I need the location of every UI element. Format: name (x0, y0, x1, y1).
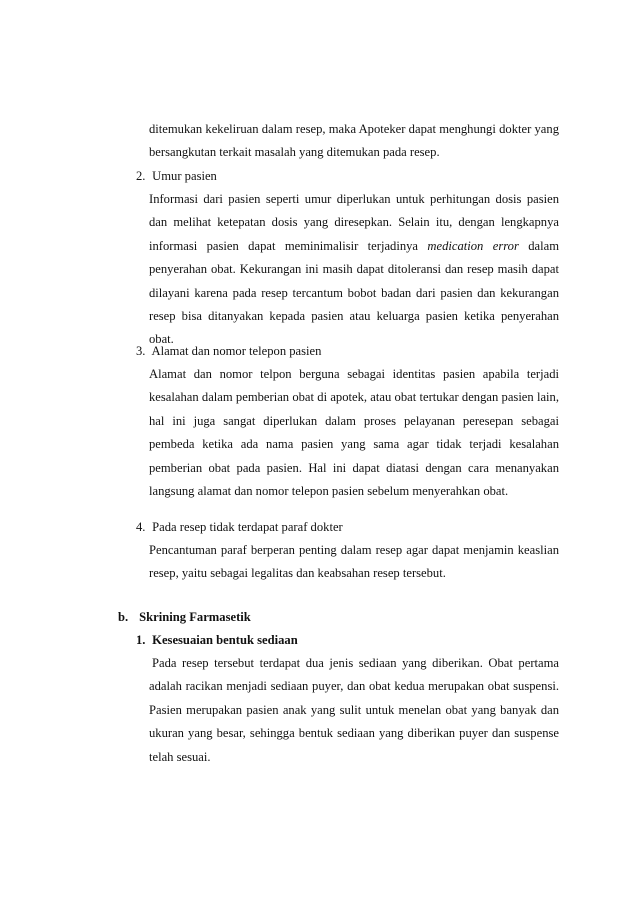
item-2-paragraph (149, 188, 559, 352)
continuation-paragraph (149, 118, 559, 165)
subsection-1-paragraph: Pada resep tersebut terdapat dua jenis sediaan yang diberikan. Obat pertama adalah racikan menjadi sediaan puyer, dan obat kedua merupakan obat suspensi. Pasien merupakan pasien anak yang sulit untuk menelan obat yang banyak dan ukuran yang besar, sehingga bentuk sediaan yang diberikan puyer dan suspense telah sesuai. (149, 656, 559, 764)
section-b-heading (118, 606, 251, 629)
item-4-number: 4. (136, 520, 146, 534)
item-2-text-post: dalam penyerahan obat. Kekurangan ini masih dapat ditoleransi dan resep masih dapat dilayani karena pada resep tercantum bobot badan dari pasien dan kekurangan resep bisa ditanyakan kepada pasien atau keluarga pasien ketika penyerahan obat. (149, 238, 560, 347)
item-2-number: 2. (136, 169, 146, 183)
continuation-text: ditemukan kekeliruan dalam resep, maka Apoteker dapat menghungi dokter yang bersangkutan terkait masalah yang ditemukan pada resep. (149, 122, 559, 160)
subsection-1-heading (136, 629, 298, 652)
item-3-number: 3. (136, 344, 146, 358)
item-4-title: Pada resep tidak terdapat paraf dokter (152, 520, 343, 534)
item-4-body (149, 539, 559, 586)
item-3-heading (136, 340, 321, 363)
section-b-label: b. (118, 610, 129, 624)
item-2-body (149, 188, 559, 352)
subsection-1-body (149, 652, 559, 769)
item-4-heading (136, 516, 343, 539)
item-3-body (149, 363, 559, 503)
item-2-text-italic: medication error (427, 238, 519, 253)
section-b-title: Skrining Farmasetik (139, 610, 251, 624)
item-3-title: Alamat dan nomor telepon pasien (151, 344, 322, 358)
subsection-1-title: Kesesuaian bentuk sediaan (152, 633, 298, 647)
item-2-text-pre: Informasi dari pasien seperti umur diperlukan untuk perhitungan dosis pasien dan melihat ketepatan dosis yang diresepkan. Selain itu, dengan lengkapnya informasi pasien dapat meminimalisir terjadinya (149, 192, 559, 253)
item-4-paragraph: Pencantuman paraf berperan penting dalam resep agar dapat menjamin keaslian resep, yaitu sebagai legalitas dan keabsahan resep tersebut. (149, 543, 559, 581)
subsection-1-number: 1. (136, 633, 146, 647)
item-2-heading (136, 165, 217, 188)
item-3-paragraph: Alamat dan nomor telpon berguna sebagai identitas pasien apabila terjadi kesalahan dalam pemberian obat di apotek, atau obat tertukar dengan pasien lain, hal ini juga sangat diperlukan dalam proses pelayanan peresepan sebagai pembeda ketika ada nama pasien yang sama agar tidak terjadi kesalahan pemberian obat pada pasien. Hal ini dapat diatasi dengan cara menanyakan langsung alamat dan nomor telepon pasien sebelum menyerahkan obat. (149, 367, 559, 499)
item-2-title: Umur pasien (152, 169, 217, 183)
